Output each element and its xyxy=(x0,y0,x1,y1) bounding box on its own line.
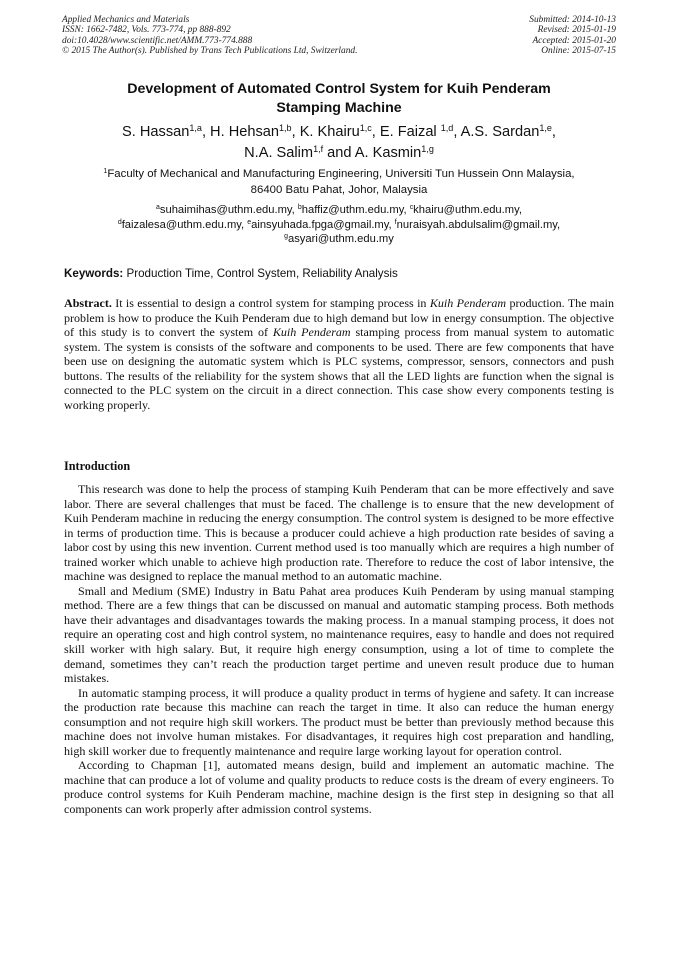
introduction-paragraph: Small and Medium (SME) Industry in Batu Pahat area produces Kuih Penderam by using manual stamping method. There are a few things that can be discussed on manual and automatic stamping process. Both methods have their advantages and disadvantages towards the making process. In a manual stamping process, it does not require an operating cost and high control system, no maintenance requires, easy to handle and does not required skill worker with high salary. But, it require high energy consumption, using a lot of time to complete the demand, sometimes they can’t reach the production target pertime and uneven result produce due to human mistakes. xyxy=(64,583,614,686)
email-address: khairu@uthm.edu.my, xyxy=(413,204,522,216)
journal-name: Applied Mechanics and Materials xyxy=(62,15,190,25)
author-name: S. Hassan xyxy=(122,124,190,140)
keywords xyxy=(64,267,614,281)
author-superscript: 1,d xyxy=(440,123,454,134)
email-list xyxy=(64,203,614,247)
abstract-text: stamping process from manual system to automatic system. The system is consists of the software and components to be used. There are few components that have been use on designing the automatic system which is PLC systems, compressor, sensors, connectors and push buttons. The results of the reliability for the system shows that all the LED lights are function when the signal is connected to the PLC system on the circuit in a direct connection. This case show every components testing is working properly. xyxy=(64,325,614,412)
introduction-paragraph: According to Chapman [1], automated means design, build and implement an automatic machine. The machine that can produce a lot of volume and quality products to reduce costs is the dream of every engineers. To produce control systems for Kuih Penderam machine, machine design is the first step in designing so that all components can work properly after admission control systems. xyxy=(64,758,614,817)
introduction-paragraph: This research was done to help the process of stamping Kuih Penderam that can be more effectively and save labor. There are several challenges that must be faced. The challenge is to ensure that the new development of Kuih Penderam machine in reducing the energy consumption. The control system is designed to be more effective in terms of production time. This is because a producer could achieve a high production rate besides of saving a labor cost by using this new invention. Current method used is too manually which are requires a high number of trained worker which unable to achieve high production rate. Therefore to reduce the cost of labor intensive, the machine was designed to replace the manual method to an automatic machine. xyxy=(64,482,614,584)
introduction-paragraph: In automatic stamping process, it will produce a quality product in terms of hygiene and safety. It can increase the production rate because this machine can reach the target in time. It also can reduce the human energy consumption and not require high skill workers. The product must be better than previously method because this machine does not involve human mistakes. For disadvantages, it requires high cost preparation and handling, high skill worker due to frequently maintenance and require large working layout for operation control. xyxy=(64,685,614,758)
journal-header-left xyxy=(62,15,357,57)
introduction-heading: Introduction xyxy=(64,459,131,473)
keywords-label: Keywords: xyxy=(64,267,124,280)
title-line-2: Stamping Machine xyxy=(276,100,402,116)
email-address: nuraisyah.abdulsalim@gmail.my, xyxy=(396,218,561,231)
accepted-date: Accepted: 2015-01-20 xyxy=(532,35,616,46)
journal-header-right xyxy=(529,15,616,57)
author-list xyxy=(64,122,614,164)
abstract-italic-term: Kuih Penderam xyxy=(429,296,507,310)
paper-title xyxy=(64,80,614,118)
author-superscript: 1,a xyxy=(189,123,202,134)
author-superscript: 1,c xyxy=(359,123,372,134)
abstract xyxy=(64,296,614,412)
author-separator: , xyxy=(551,124,556,140)
author-separator: , xyxy=(201,124,211,140)
email-superscript: d xyxy=(117,218,122,226)
email-address: ainsyuhada.fpga@gmail.my, xyxy=(251,218,395,231)
author-name: E. Faizal xyxy=(379,124,441,140)
introduction-body xyxy=(64,482,614,817)
keywords-text: Production Time, Control System, Reliability Analysis xyxy=(123,267,398,280)
email-address: suhaimihas@uthm.edu.my, xyxy=(159,204,298,216)
author-superscript: 1,e xyxy=(539,123,552,134)
revised-date: Revised: 2015-01-19 xyxy=(537,25,616,36)
email-superscript: g xyxy=(284,233,288,241)
abstract-label: Abstract. xyxy=(64,296,112,310)
email-address: faizalesa@uthm.edu.my, xyxy=(121,218,248,231)
author-name: H. Hehsan xyxy=(210,124,279,140)
author-name: A.S. Sardan xyxy=(460,124,540,140)
affiliation-line-2: 86400 Batu Pahat, Johor, Malaysia xyxy=(250,184,428,196)
author-separator: , xyxy=(371,124,380,140)
author-superscript: 1,b xyxy=(279,123,292,134)
email-superscript: a xyxy=(156,204,160,212)
author-superscript: 1,g xyxy=(421,144,434,155)
copyright-line: © 2015 The Author(s). Published by Trans Tech Publications Ltd, Switzerland. xyxy=(62,46,358,57)
doi-line: doi:10.4028/www.scientific.net/AMM.773-774.888 xyxy=(62,35,253,46)
author-name: N.A. Salim xyxy=(244,145,314,161)
affiliation-superscript: 1 xyxy=(103,168,108,176)
author-separator: and xyxy=(323,145,355,161)
author-superscript: 1,f xyxy=(313,144,324,155)
author-name: A. Kasmin xyxy=(354,145,422,161)
affiliation-line-1: Faculty of Mechanical and Manufacturing Engineering, Universiti Tun Hussein Onn Malaysia, xyxy=(107,168,575,180)
abstract-text: It is essential to design a control system for stamping process in xyxy=(111,296,430,310)
email-address: haffiz@uthm.edu.my, xyxy=(301,204,410,216)
email-superscript: b xyxy=(297,204,302,212)
issn-line: ISSN: 1662-7482, Vols. 773-774, pp 888-892 xyxy=(62,25,231,36)
email-address: asyari@uthm.edu.my xyxy=(287,233,394,245)
abstract-paragraph xyxy=(64,296,614,412)
title-line-1: Development of Automated Control System for Kuih Penderam xyxy=(127,81,551,97)
abstract-italic-term: Kuih Penderam xyxy=(272,325,351,340)
author-separator: , xyxy=(291,124,300,140)
affiliation xyxy=(64,166,614,198)
email-superscript: e xyxy=(247,218,252,226)
email-superscript: c xyxy=(409,204,414,212)
author-name: K. Khairu xyxy=(299,124,360,140)
abstract-text: production. The main problem is how to produce the Kuih Penderam due to high demand but low in energy consumption. The objective of this study is to convert the system of xyxy=(64,296,614,340)
email-superscript: f xyxy=(394,218,397,226)
online-date: Online: 2015-07-15 xyxy=(541,46,616,57)
author-separator: , xyxy=(453,124,461,140)
submitted-date: Submitted: 2014-10-13 xyxy=(529,15,616,25)
